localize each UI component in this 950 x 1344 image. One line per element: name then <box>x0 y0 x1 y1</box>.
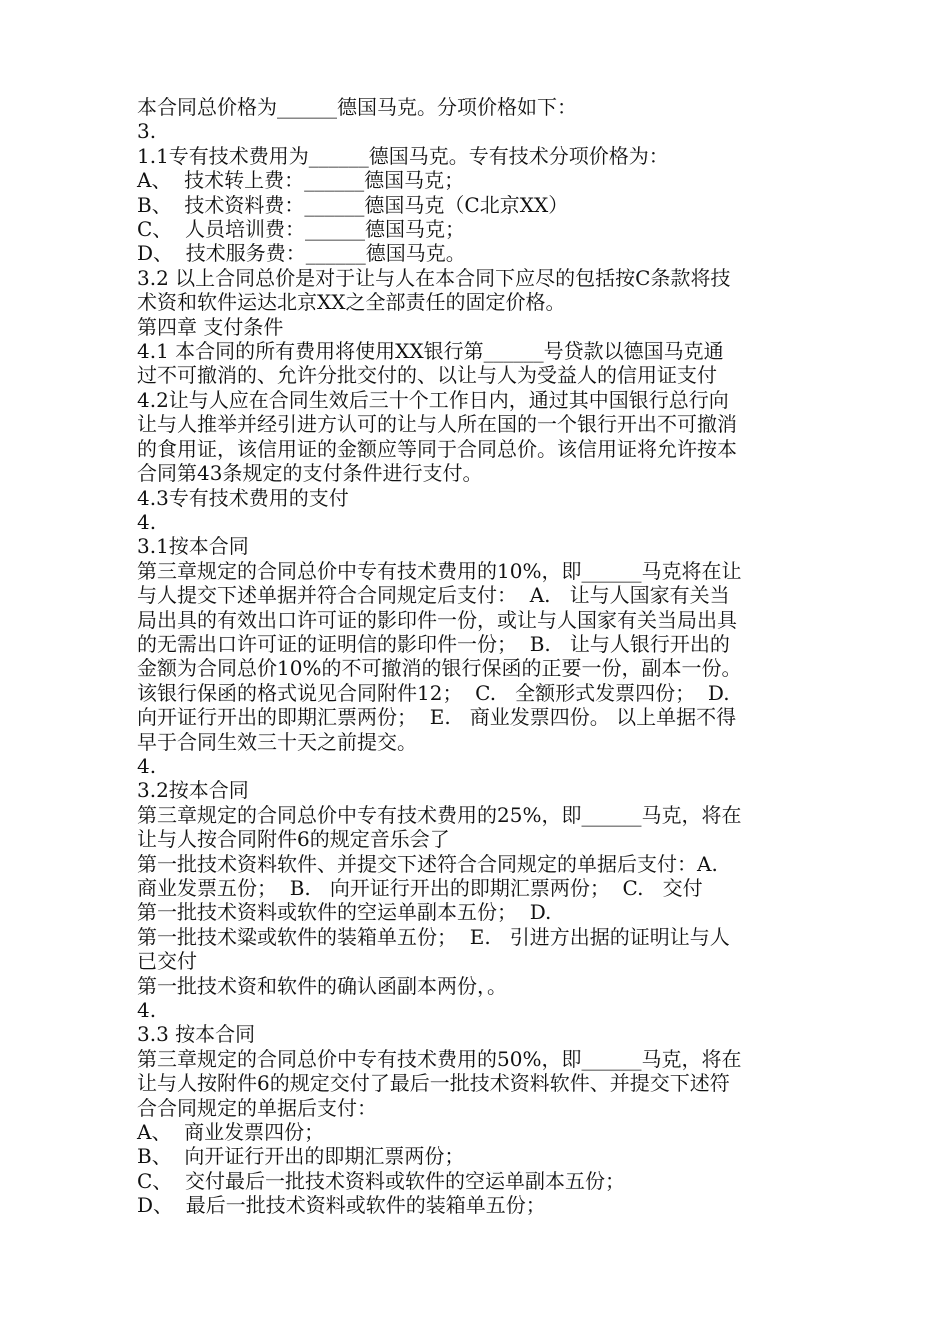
text-line: 向开证行开出的即期汇票两份； E. 商业发票四份。 以上单据不得 <box>137 705 737 730</box>
text-line: 第一批技术粱或软件的装箱单五份； E. 引进方出据的证明让与人 <box>137 924 730 949</box>
text-line: 过不可撤消的、允许分批交付的、以让与人为受益人的信用证支付 <box>137 363 717 388</box>
text-line: 4.1 本合同的所有费用将使用XX银行第______号贷款以德国马克通 <box>137 339 724 364</box>
text-line: 3.2 以上合同总价是对于让与人在本合同下应尽的包括按C条款将技 <box>137 265 731 290</box>
text-line: 合合同规定的单据后支付： <box>137 1095 377 1120</box>
text-line: D、 最后一批技术资料或软件的装箱单五份； <box>137 1193 546 1218</box>
text-line: 3. <box>137 119 157 144</box>
text-line: 第三章规定的合同总价中专有技术费用的10%，即______马克将在让 <box>137 558 742 583</box>
text-line: 早于合同生效三十天之前提交。 <box>137 729 417 754</box>
text-line: 第一批技术资和软件的确认函副本两份，。 <box>137 973 507 998</box>
text-line: 第三章规定的合同总价中专有技术费用的50%，即______马克，将在 <box>137 1046 742 1071</box>
text-line: A、 技术转上费：______德国马克； <box>137 168 465 193</box>
text-line: B、 向开证行开出的即期汇票两份； <box>137 1144 465 1169</box>
text-line: 术资和软件运达北京XX之全部责任的固定价格。 <box>137 290 566 315</box>
text-line: 该银行保函的格式说见合同附件12； C. 全额形式发票四份； D. <box>137 680 730 705</box>
text-line: 第一批技术资料或软件的空运单副本五份； D. <box>137 900 552 925</box>
text-line: B、 技术资料费：______德国马克（C北京XX） <box>137 192 569 217</box>
document-body <box>137 95 817 1218</box>
text-line: 4.2让与人应在合同生效后三十个工作日内，通过其中国银行总行向 <box>137 387 729 412</box>
text-line: A、 商业发票四份； <box>137 1120 325 1145</box>
text-line: D、 技术服务费：______德国马克。 <box>137 241 466 266</box>
text-line: 与人提交下述单据并符合合同规定后支付： A. 让与人国家有关当 <box>137 583 730 608</box>
text-line: 1.1专有技术费用为______德国马克。专有技术分项价格为： <box>137 143 669 168</box>
text-line: 4.3专有技术费用的支付 <box>137 485 349 510</box>
text-line: 让与人按附件6的规定交付了最后一批技术资料软件、并提交下述符 <box>137 1071 730 1096</box>
text-line: 合同第43条规定的支付条件进行支付。 <box>137 461 483 486</box>
text-line: 4. <box>137 509 157 534</box>
text-line: 3.3 按本合同 <box>137 1022 256 1047</box>
text-line: 的食用证，该信用证的金额应等同于合同总价。该信用证将允许按本 <box>137 436 737 461</box>
text-line: 3.2按本合同 <box>137 778 249 803</box>
text-line: 局出具的有效出口许可证的影印件一份，或让与人国家有关当局出具 <box>137 607 737 632</box>
text-line: C、 交付最后一批技术资料或软件的空运单副本五份； <box>137 1168 626 1193</box>
text-line: 的无需出口许可证的证明信的影印件一份； B. 让与人银行开出的 <box>137 631 730 656</box>
text-line: 让与人推举并经引进方认可的让与人所在国的一个银行开出不可撤消 <box>137 412 737 437</box>
text-line: 第一批技术资料软件、并提交下述符合合同规定的单据后支付：A. <box>137 851 718 876</box>
text-line: 商业发票五份； B. 向开证行开出的即期汇票两份； C. 交付 <box>137 876 703 900</box>
text-line: 3.1按本合同 <box>137 534 249 559</box>
text-line: 金额为合同总价10%的不可撤消的银行保函的正要一份，副本一份。 <box>137 656 742 681</box>
text-line: 第三章规定的合同总价中专有技术费用的25%，即______马克，将在 <box>137 802 742 827</box>
chapter-heading: 第四章 支付条件 <box>137 314 284 339</box>
text-line: 4. <box>137 753 157 778</box>
text-line: 已交付 <box>137 949 197 974</box>
text-line: 本合同总价格为______德国马克。分项价格如下： <box>137 95 577 119</box>
text-line: 4. <box>137 998 157 1023</box>
text-line: C、 人员培训费：______德国马克； <box>137 217 466 242</box>
text-line: 让与人按合同附件6的规定音乐会了 <box>137 827 450 852</box>
